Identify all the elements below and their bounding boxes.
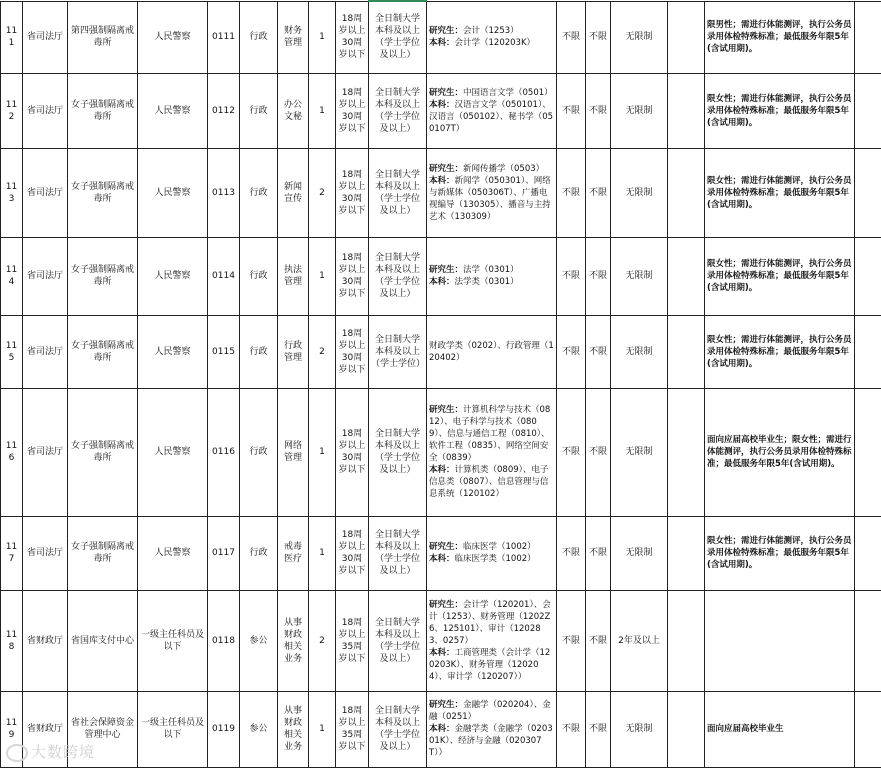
job-duty-cell: 网络管理 [278,388,309,516]
age-cell: 18周岁以上30周岁以下 [336,388,369,516]
hire-count-cell: 2 [309,148,336,237]
age-cell: 18周岁以上30周岁以下 [336,237,369,315]
education-cell: 全日制大学本科及以上（学士学位及以上） [369,691,427,767]
major-cell [427,590,557,691]
major-cell [427,388,557,516]
major-entry [429,340,554,364]
remark-cell [705,237,855,315]
hire-count-cell: 2 [309,315,336,388]
position-type-cell: 行政 [240,516,278,590]
row-number-cell: 119 [1,691,23,767]
political-status-cell: 不限 [557,1,586,73]
major-cell [427,1,557,73]
job-duty-cell: 办公文秘 [278,73,309,148]
position-cell: 一级主任科员及以下 [138,590,208,691]
major-cell [427,516,557,590]
row-number-cell: 118 [1,590,23,691]
major-entry-text: 计算机类（0809）、电子信息类（0807）、信息管理与信息系统（120102） [429,465,548,499]
unit-cell: 女子强制隔离戒毒所 [68,388,138,516]
ethnicity-cell: 不限 [586,590,611,691]
work-experience-cell: 无限制 [611,388,668,516]
unit-cell: 女子强制隔离戒毒所 [68,516,138,590]
major-entry [429,37,554,49]
unit-cell: 女子强制隔离戒毒所 [68,73,138,148]
job-duty-cell: 行政管理 [278,315,309,388]
major-entry-label: 本科： [429,277,455,287]
position-cell: 人民警察 [138,315,208,388]
row-number-cell: 113 [1,148,23,237]
table-row [1,73,881,148]
major-entry-text: 汉语言文学（050101）、汉语言（050102）、秘书学（050107T） [429,100,553,134]
row-number-cell: 112 [1,73,23,148]
education-cell: 全日制大学本科及以上（学士学位及以上） [369,73,427,148]
blank-cell-2 [855,691,881,767]
political-status-cell: 不限 [557,148,586,237]
position-code-cell: 0117 [208,516,240,590]
position-cell: 人民警察 [138,1,208,73]
remark-cell [705,388,855,516]
major-entry-label: 本科： [429,554,455,564]
hire-count-cell: 1 [309,388,336,516]
remark-cell [705,148,855,237]
remark-cell [705,590,855,691]
position-type-cell: 行政 [240,388,278,516]
major-entry [429,99,554,135]
major-entry-label: 研究生： [429,700,463,710]
major-entry-label: 研究生： [429,600,463,610]
position-code-cell: 0119 [208,691,240,767]
unit-cell: 女子强制隔离戒毒所 [68,148,138,237]
watermark-text: 大数跨境 [31,743,95,761]
major-entry [429,87,554,99]
remark-cell [705,1,855,73]
remark-cell [705,691,855,767]
hire-count-cell: 1 [309,691,336,767]
hire-count-cell: 1 [309,237,336,315]
blank-cell-2 [855,237,881,315]
remark-cell [705,73,855,148]
major-entry [429,175,554,223]
major-entry [429,464,554,500]
major-entry [429,599,554,647]
major-cell [427,237,557,315]
row-number-cell: 111 [1,1,23,73]
hire-count-cell: 1 [309,516,336,590]
political-status-cell: 不限 [557,73,586,148]
remark-cell [705,516,855,590]
political-status-cell: 不限 [557,237,586,315]
position-code-cell: 0114 [208,237,240,315]
position-type-cell: 行政 [240,237,278,315]
major-entry-text: 中国语言文学（0501） [463,88,553,98]
blank-cell [668,388,705,516]
political-status-cell: 不限 [557,315,586,388]
department-cell: 省司法厅 [23,315,68,388]
position-type-cell: 行政 [240,148,278,237]
ethnicity-cell: 不限 [586,691,611,767]
blank-cell [668,691,705,767]
blank-cell-2 [855,388,881,516]
work-experience-cell: 无限制 [611,148,668,237]
major-entry [429,264,554,276]
hire-count-cell: 2 [309,590,336,691]
job-duty-cell: 执法管理 [278,237,309,315]
age-cell: 18周岁以上30周岁以下 [336,1,369,73]
blank-cell-2 [855,315,881,388]
major-entry-text: 临床医学类（1002） [455,554,536,564]
table-row [1,1,881,73]
table-row [1,590,881,691]
major-entry [429,404,554,464]
major-entry-label: 本科： [429,465,455,475]
department-cell: 省司法厅 [23,73,68,148]
political-status-cell: 不限 [557,388,586,516]
position-code-cell: 0118 [208,590,240,691]
job-duty-cell: 财务管理 [278,1,309,73]
position-type-cell: 参公 [240,691,278,767]
major-entry-label: 研究生： [429,26,463,36]
education-cell: 全日制大学本科及以上（学士学位及以上） [369,590,427,691]
unit-cell: 省国库支付中心 [68,590,138,691]
major-entry-text: 法学类（0301） [455,277,519,287]
age-cell: 18周岁以上30周岁以下 [336,73,369,148]
major-entry-label: 研究生： [429,88,463,98]
row-number-cell: 114 [1,237,23,315]
education-cell: 全日制大学本科及以上（学士学位及以上） [369,237,427,315]
major-entry-text: 工商管理类（会计学（120203K）、财务管理（120204）、审计学（120207）） [429,648,550,682]
political-status-cell: 不限 [557,516,586,590]
ethnicity-cell: 不限 [586,516,611,590]
position-cell: 人民警察 [138,516,208,590]
major-entry-label: 研究生： [429,405,463,415]
major-entry-label: 本科： [429,38,455,48]
work-experience-cell: 无限制 [611,1,668,73]
hire-count-cell: 1 [309,73,336,148]
age-cell: 18周岁以上30周岁以下 [336,516,369,590]
table-row [1,388,881,516]
watermark [6,741,95,762]
education-cell: 全日制大学本科及以上（学士学位） [369,315,427,388]
unit-cell: 第四强制隔离戒毒所 [68,1,138,73]
position-cell: 一级主任科员及以下 [138,691,208,767]
ethnicity-cell: 不限 [586,73,611,148]
blank-cell [668,73,705,148]
major-entry-text: 金融学（020204）、金融（0251） [429,700,551,722]
position-cell: 人民警察 [138,73,208,148]
major-entry-label: 研究生： [429,265,463,275]
remark-text: 限女性；需进行体能测评，执行公务员录用体检特殊标准；最低服务年限5年(含试用期)。 [707,259,852,293]
department-cell: 省财政厅 [23,590,68,691]
major-cell [427,691,557,767]
age-cell: 18周岁以上35周岁以下 [336,590,369,691]
age-cell: 18周岁以上30周岁以下 [336,315,369,388]
work-experience-cell: 无限制 [611,315,668,388]
major-entry-text: 会计学（120201）、会计（1253）、财务管理（1202Z6、125101）、审计（120283、0257） [429,600,551,646]
education-cell: 全日制大学本科及以上（学士学位及以上） [369,388,427,516]
major-cell [427,73,557,148]
blank-cell-2 [855,1,881,73]
blank-cell [668,516,705,590]
major-entry-label: 本科： [429,100,455,110]
major-entry-label: 研究生： [429,542,463,552]
position-code-cell: 0116 [208,388,240,516]
row-number-cell: 115 [1,315,23,388]
position-code-cell: 0115 [208,315,240,388]
department-cell: 省司法厅 [23,388,68,516]
political-status-cell: 不限 [557,590,586,691]
unit-cell: 女子强制隔离戒毒所 [68,237,138,315]
major-entry-label: 本科： [429,176,455,186]
ethnicity-cell: 不限 [586,1,611,73]
blank-cell [668,148,705,237]
department-cell: 省司法厅 [23,237,68,315]
remark-text: 限女性；需进行体能测评，执行公务员录用体检特殊标准；最低服务年限5年(含试用期)。 [707,536,852,570]
position-type-cell: 参公 [240,590,278,691]
blank-cell-2 [855,590,881,691]
unit-cell: 省社会保障资金管理中心 [68,691,138,767]
department-cell: 省司法厅 [23,516,68,590]
major-entry-text: 金融学类（金融学（020301K）、经济与金融（020307T）） [429,724,553,758]
job-duty-cell: 从事财政相关业务 [278,691,309,767]
watermark-logo-icon [6,744,28,762]
political-status-cell: 不限 [557,691,586,767]
blank-cell [668,1,705,73]
major-entry-label: 本科： [429,648,455,658]
age-cell: 18周岁以上30周岁以下 [336,148,369,237]
row-number-cell: 116 [1,388,23,516]
major-entry-text: 会计学（120203K） [455,38,536,48]
remark-text: 面向应届高校毕业生 [707,724,784,734]
education-cell: 全日制大学本科及以上（学士学位及以上） [369,148,427,237]
major-entry-text: 会计（1253） [463,26,519,36]
remark-text: 限女性；需进行体能测评，执行公务员录用体检特殊标准；最低服务年限5年(含试用期)。 [707,176,852,210]
table-row [1,691,881,767]
ethnicity-cell: 不限 [586,148,611,237]
blank-cell [668,315,705,388]
position-type-cell: 行政 [240,315,278,388]
table-body [1,1,881,767]
blank-cell [668,237,705,315]
major-cell [427,315,557,388]
major-entry [429,723,554,759]
remark-text: 限女性；需进行体能测评，执行公务员录用体检特殊标准；最低服务年限5年(含试用期)。 [707,335,852,369]
work-experience-cell: 2年及以上 [611,590,668,691]
remark-cell [705,315,855,388]
table-row [1,315,881,388]
major-entry-text: 法学（0301） [463,265,519,275]
job-duty-cell: 新闻宣传 [278,148,309,237]
major-entry-text: 计算机科学与技术（0812）、电子科学与技术（0809）、信息与通信工程（0810）、软件工程（0835）、网络空间安全（0839） [429,405,550,463]
position-cell: 人民警察 [138,148,208,237]
position-code-cell: 0113 [208,148,240,237]
job-duty-cell: 从事财政相关业务 [278,590,309,691]
department-cell: 省司法厅 [23,1,68,73]
department-cell: 省财政厅 [23,691,68,767]
position-cell: 人民警察 [138,388,208,516]
major-entry-text: 新闻学（050301）、网络与新媒体（050306T）、广播电视编导（130305）、播音与主持艺术（130309） [429,176,551,222]
major-entry [429,553,554,565]
work-experience-cell: 无限制 [611,691,668,767]
work-experience-cell: 无限制 [611,73,668,148]
position-code-cell: 0112 [208,73,240,148]
position-type-cell: 行政 [240,1,278,73]
major-entry-label: 本科： [429,724,455,734]
table-row [1,148,881,237]
table-row [1,237,881,315]
major-entry [429,163,554,175]
department-cell: 省司法厅 [23,148,68,237]
major-cell [427,148,557,237]
major-entry [429,647,554,683]
major-entry-label: 研究生： [429,164,463,174]
table-row [1,516,881,590]
major-entry-text: 新闻传播学（0503） [463,164,544,174]
major-entry-text: 财政学类（0202）、行政管理（120402） [429,341,554,363]
education-cell: 全日制大学本科及以上（学士学位及以上） [369,1,427,73]
hire-count-cell: 1 [309,1,336,73]
blank-cell-2 [855,73,881,148]
ethnicity-cell: 不限 [586,315,611,388]
remark-text: 面向应届高校毕业生；限女性；需进行体能测评，执行公务员录用体检特殊标准；最低服务年限5年(含试用期)。 [707,435,852,469]
major-entry [429,276,554,288]
major-entry [429,541,554,553]
blank-cell-2 [855,148,881,237]
blank-cell [668,590,705,691]
position-cell: 人民警察 [138,237,208,315]
ethnicity-cell: 不限 [586,388,611,516]
position-code-cell: 0111 [208,1,240,73]
remark-text: 限男性；需进行体能测评，执行公务员录用体检特殊标准；最低服务年限5年(含试用期)。 [707,20,852,54]
major-entry [429,699,554,723]
age-cell: 18周岁以上35周岁以下 [336,691,369,767]
work-experience-cell: 无限制 [611,237,668,315]
ethnicity-cell: 不限 [586,237,611,315]
blank-cell-2 [855,516,881,590]
row-number-cell: 117 [1,516,23,590]
major-entry [429,25,554,37]
remark-text: 限女性；需进行体能测评，执行公务员录用体检特殊标准；最低服务年限5年(含试用期)。 [707,94,852,128]
education-cell: 全日制大学本科及以上（学士学位及以上） [369,516,427,590]
major-entry-text: 临床医学（1002） [463,542,536,552]
job-duty-cell: 戒毒医疗 [278,516,309,590]
position-type-cell: 行政 [240,73,278,148]
unit-cell: 女子强制隔离戒毒所 [68,315,138,388]
work-experience-cell: 无限制 [611,516,668,590]
